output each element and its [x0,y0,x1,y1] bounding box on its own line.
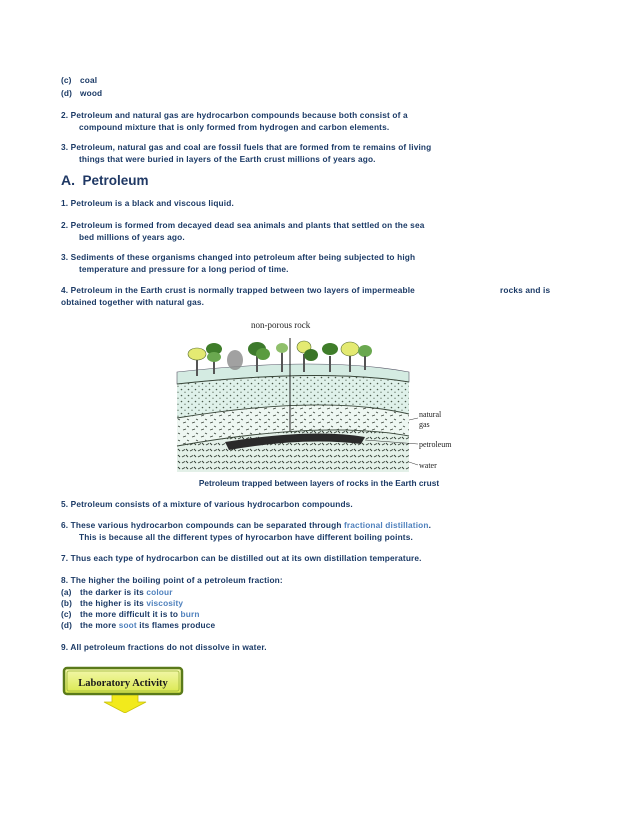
label-gas: gas [419,420,430,429]
point-4-line-1: 4. Petroleum in the Earth crust is normally trapped between two layers of impermeable [61,285,415,295]
lab-banner-text: Laboratory Activity [78,678,168,689]
point-3-line-2: temperature and pressure for a long period of time. [79,264,289,274]
point-9: 9. All petroleum fractions do not dissolve in water. [61,642,267,652]
item-keyword: colour [146,587,173,597]
point-3-line-1: 3. Sediments of these organisms changed into petroleum after being subjected to high [61,252,416,262]
item-keyword: viscosity [146,598,184,608]
option-text: coal [80,75,98,85]
item-keyword: burn [180,609,200,619]
label-water: water [419,461,437,470]
item-text: the darker is its [80,587,147,597]
point-2-line-2: bed millions of years ago. [79,232,185,242]
label-petroleum: petroleum [419,440,452,449]
point-4-line-2: obtained together with natural gas. [61,297,205,307]
laboratory-activity-banner [62,666,186,713]
point-1: 1. Petroleum is a black and viscous liquid. [61,198,234,208]
option-text: wood [80,88,103,98]
point-6-line-1 [61,520,431,531]
point-7: 7. Thus each type of hydrocarbon can be distilled out at its own distillation temperature. [61,553,422,563]
label-natural: natural [419,410,442,419]
item-label: (c) [61,609,72,619]
fractional-distillation-term: fractional distillation [344,520,429,530]
option-d [61,88,102,99]
item-label: (d) [61,620,73,630]
point-6-line-2: This is because all the different types of hyrocarbon have different boiling points. [79,532,413,542]
item-text: the more difficult it is to [80,609,181,619]
point-8-item-d [61,620,215,631]
intro-point-2-line-1: 2. Petroleum and natural gas are hydrocarbon compounds because both consist of a [61,110,408,120]
option-c [61,75,97,86]
intro-point-3-line-1: 3. Petroleum, natural gas and coal are fossil fuels that are formed from te remains of living [61,142,432,152]
point-4-line-1-end: rocks and is [500,285,551,295]
figure-caption: Petroleum trapped between layers of rocks in the Earth crust [198,478,440,488]
intro-point-3-line-2: things that were buried in layers of the Earth crust millions of years ago. [79,154,376,164]
option-label: (d) [61,88,73,98]
section-letter: A. [61,172,75,188]
point-5: 5. Petroleum consists of a mixture of various hydrocarbon compounds. [61,499,353,509]
earth-layers-svg [173,316,470,472]
point-8-item-a [61,587,173,598]
point-6-period: . [428,520,432,530]
item-text: the more [80,620,119,630]
earth-layers-diagram [173,316,470,472]
intro-point-2-line-2: compound mixture that is only formed from hydrogen and carbon elements. [79,122,390,132]
item-text: the higher is its [80,598,147,608]
option-label: (c) [61,75,72,85]
point-2-line-1: 2. Petroleum is formed from decayed dead sea animals and plants that settled on the sea [61,220,425,230]
point-8-item-c [61,609,200,620]
item-label: (b) [61,598,73,608]
item-text-end: its flames produce [136,620,216,630]
lab-banner-graphic [62,666,186,713]
item-label: (a) [61,587,72,597]
down-arrow-icon [104,694,146,713]
item-keyword: soot [118,620,137,630]
point-8-item-b [61,598,183,609]
label-non-porous-rock: non-porous rock [251,320,311,330]
point-8: 8. The higher the boiling point of a petroleum fraction: [61,575,283,585]
section-heading [61,172,149,188]
section-title: Petroleum [82,173,149,188]
point-6-text: 6. These various hydrocarbon compounds can be separated through [61,520,344,530]
